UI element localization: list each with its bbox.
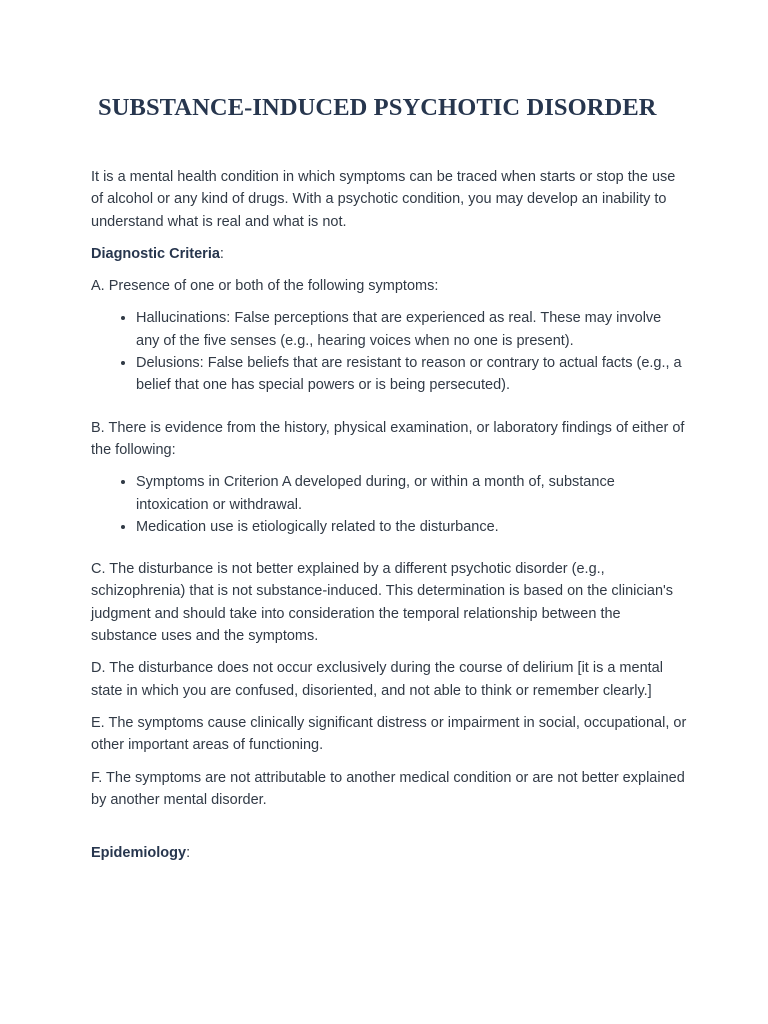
criterion-d: D. The disturbance does not occur exclusively during the course of delirium [it is a mental state in which you are confused, disoriented, and not able to think or remember clearly.] [91,660,663,699]
epidemiology-colon: : [186,845,191,862]
criterion-a: A. Presence of one or both of the following symptoms: [91,278,439,295]
criterion-b-list [91,471,688,538]
criterion-b: B. There is evidence from the history, physical examination, or laboratory findings of either of the following: [91,419,685,458]
diagnostic-criteria-colon: : [219,245,224,262]
page-title: SUBSTANCE-INDUCED PSYCHOTIC DISORDER [98,94,657,121]
criterion-e: E. The symptoms cause clinically significant distress or impairment in social, occupational, or other important areas of functioning. [91,714,687,754]
list-item: • Delusions: False beliefs that are resistant to reason or contrary to actual facts (e.g., a belief that one has special powers or is being persecuted). [136,352,688,397]
epidemiology-heading [91,842,688,864]
criterion-f: F. The symptoms are not attributable to another medical condition or are not better explained by another mental disorder. [91,769,685,808]
diagnostic-criteria-heading [91,243,688,265]
list-item: • Hallucinations: False perceptions that are experienced as real. These may involve any of the five senses (e.g., hearing voices when no one is present). [136,307,688,352]
criterion-a-list [91,307,688,396]
list-item: • Symptoms in Criterion A developed during, or within a month of, substance intoxication or withdrawal. [136,471,688,516]
criterion-c: C. The disturbance is not better explained by a different psychotic disorder (e.g., schizophrenia) that is not substance-induced. This determination is based on the clinician's judgment and should take into consideration the temporal relationship between the substance uses and the symptoms. [91,561,674,645]
epidemiology-label: Epidemiology [91,845,187,862]
intro-paragraph: It is a mental health condition in which symptoms can be traced when starts or stop the use of alcohol or any kind of drugs. With a psychotic condition, you may develop an inability to understand what is real and what is not. [91,169,676,230]
list-item: • Medication use is etiologically related to the disturbance. [136,516,688,538]
diagnostic-criteria-label: Diagnostic Criteria [91,245,220,262]
